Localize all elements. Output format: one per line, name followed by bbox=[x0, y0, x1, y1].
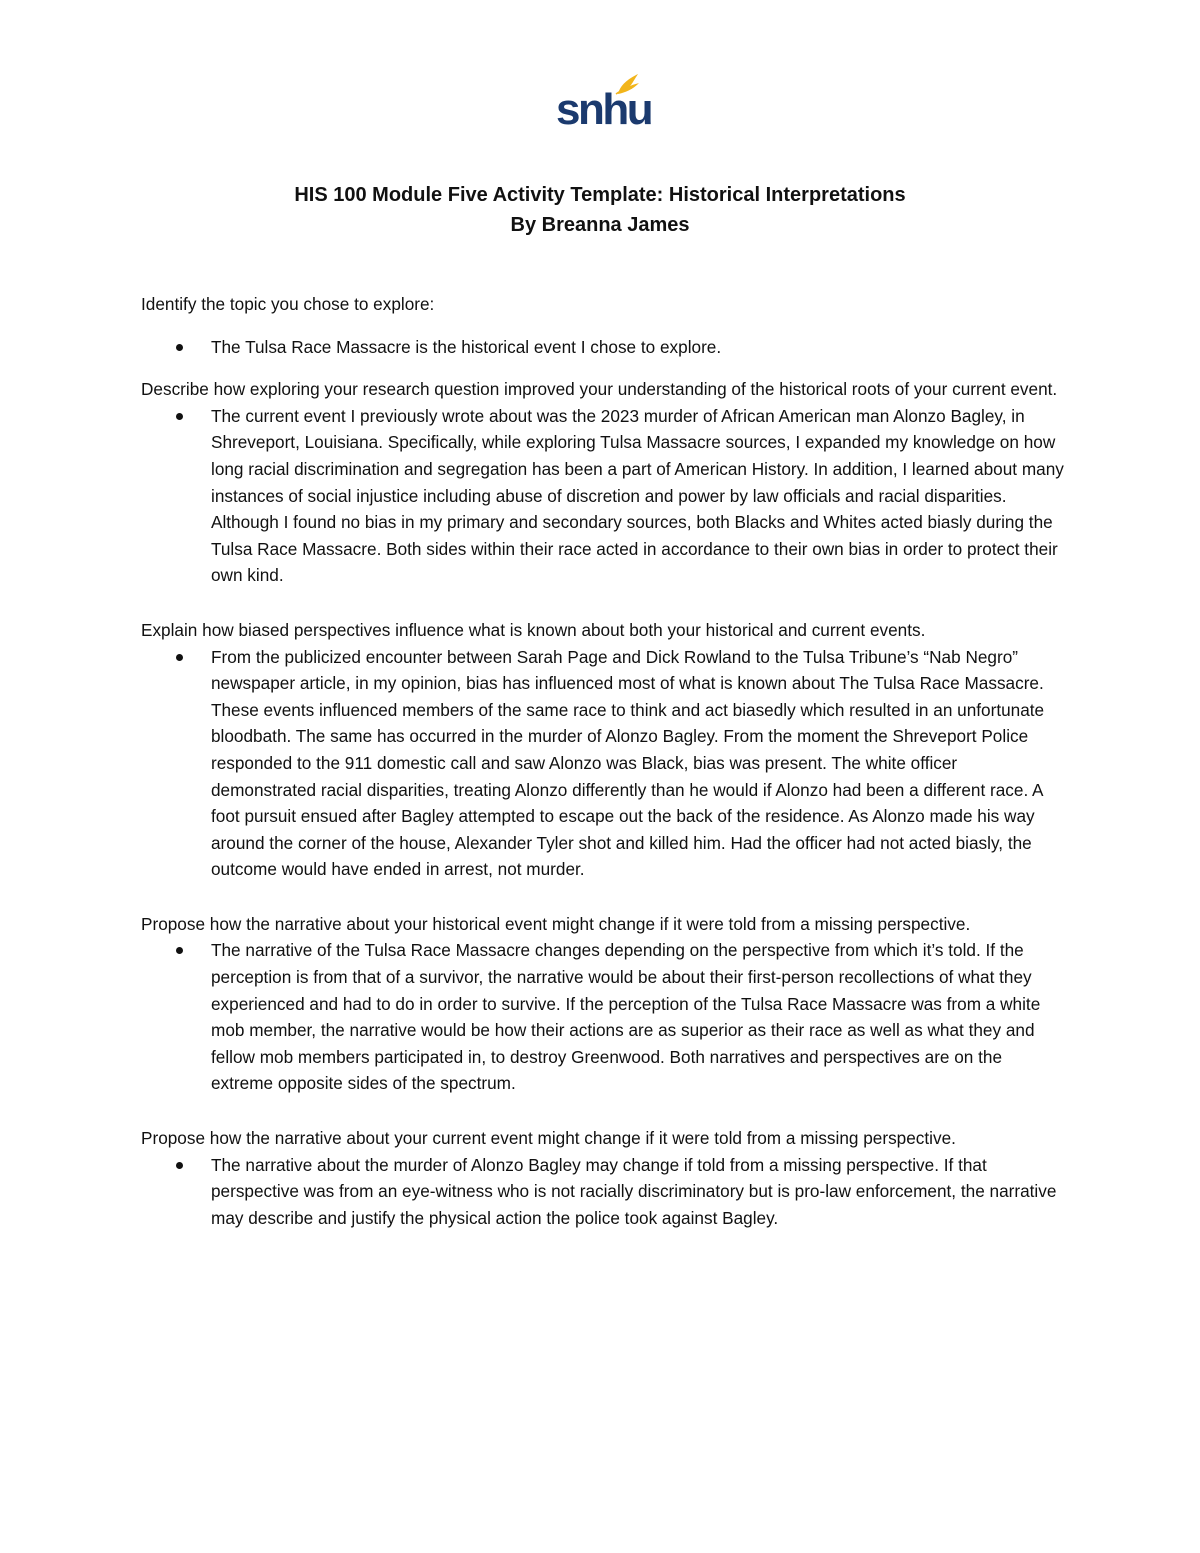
answer-text: The Tulsa Race Massacre is the historical event I chose to explore. bbox=[211, 336, 722, 357]
prompt-text: Describe how exploring your research question improved your understanding of the historical roots of your current event. bbox=[141, 379, 1058, 400]
answer-list bbox=[141, 334, 1066, 361]
answer-list bbox=[141, 403, 1066, 589]
answer-text: The narrative about the murder of Alonzo Bagley may change if told from a missing perspective. If that perspective was from an eye-witness who is not racially discriminatory but is pro-law enforcement, the narrative may describe and justify the physical action the police took against Bagley. bbox=[211, 1154, 1057, 1228]
answer-text: The narrative of the Tulsa Race Massacre changes depending on the perspective from which it’s told. If the perception is from that of a survivor, the narrative would be about their first-person recollections of what they experienced and had to do in order to survive. If the perception of the Tulsa Race Massacre was from a white mob member, the narrative would be how their actions are as superior as their race as well as what they and fellow mob members participated in, to destroy Greenwood. Both narratives and perspectives are on the extreme opposite sides of the spectrum. bbox=[211, 940, 1041, 1094]
section-historical-missing-perspective bbox=[141, 911, 1066, 1097]
answer-item bbox=[141, 1152, 1066, 1232]
answer-list bbox=[141, 937, 1066, 1097]
section-topic bbox=[141, 291, 1066, 360]
bullet-icon bbox=[176, 344, 183, 351]
answer-text: The current event I previously wrote about was the 2023 murder of African American man Alonzo Bagley, in Shreveport, Louisiana. Specifically, while exploring Tulsa Massacre sources, I expanded my knowledge on how long racial discrimination and segregation has been a part of American History. In addition, I learned about many instances of social injustice including abuse of discretion and power by law officials and racial disparities. Although I found no bias in my primary and secondary sources, both Blacks and Whites acted biasly during the Tulsa Race Massacre. Both sides within their race acted in accordance to their own bias in order to protect their own kind. bbox=[211, 405, 1064, 586]
prompt-text: Explain how biased perspectives influence what is known about both your historical and current events. bbox=[141, 619, 926, 640]
answer-list bbox=[141, 1152, 1066, 1232]
answer-item bbox=[141, 334, 1066, 361]
section-biased-perspectives bbox=[141, 617, 1066, 883]
bullet-icon bbox=[176, 1162, 183, 1169]
answer-item bbox=[141, 937, 1066, 1097]
answer-item bbox=[141, 644, 1066, 883]
bullet-icon bbox=[176, 413, 183, 420]
document-body bbox=[141, 291, 1066, 1231]
document-header bbox=[0, 180, 1200, 240]
section-historical-roots bbox=[141, 376, 1066, 589]
section-current-missing-perspective bbox=[141, 1125, 1066, 1231]
answer-list bbox=[141, 644, 1066, 883]
document-byline: By Breanna James bbox=[510, 214, 690, 236]
bullet-icon bbox=[176, 947, 183, 954]
document-title: HIS 100 Module Five Activity Template: Historical Interpretations bbox=[294, 184, 906, 206]
snhu-logo bbox=[552, 72, 652, 134]
prompt-text: Propose how the narrative about your current event might change if it were told from a missing perspective. bbox=[141, 1128, 956, 1149]
logo-wordmark: snhu bbox=[556, 85, 652, 134]
answer-text: From the publicized encounter between Sarah Page and Dick Rowland to the Tulsa Tribune’s “Nab Negro” newspaper article, in my opinion, bias has influenced most of what is known about The Tulsa Race Massacre. These events influenced members of the same race to think and act biasedly which resulted in an unfortunate bloodbath. The same has occurred in the murder of Alonzo Bagley. From the moment the Shreveport Police responded to the 911 domestic call and saw Alonzo was Black, bias was present. The white officer demonstrated racial disparities, treating Alonzo differently than he would if Alonzo had been a different race. A foot pursuit ensued after Bagley attempted to escape out the back of the residence. As Alonzo made his way around the corner of the house, Alexander Tyler shot and killed him. Had the officer had not acted biasly, the outcome would have ended in arrest, not murder. bbox=[211, 646, 1045, 880]
bullet-icon bbox=[176, 654, 183, 661]
prompt-text: Identify the topic you chose to explore: bbox=[141, 294, 435, 314]
prompt-text: Propose how the narrative about your historical event might change if it were told from a missing perspective. bbox=[141, 913, 971, 934]
answer-item bbox=[141, 403, 1066, 589]
